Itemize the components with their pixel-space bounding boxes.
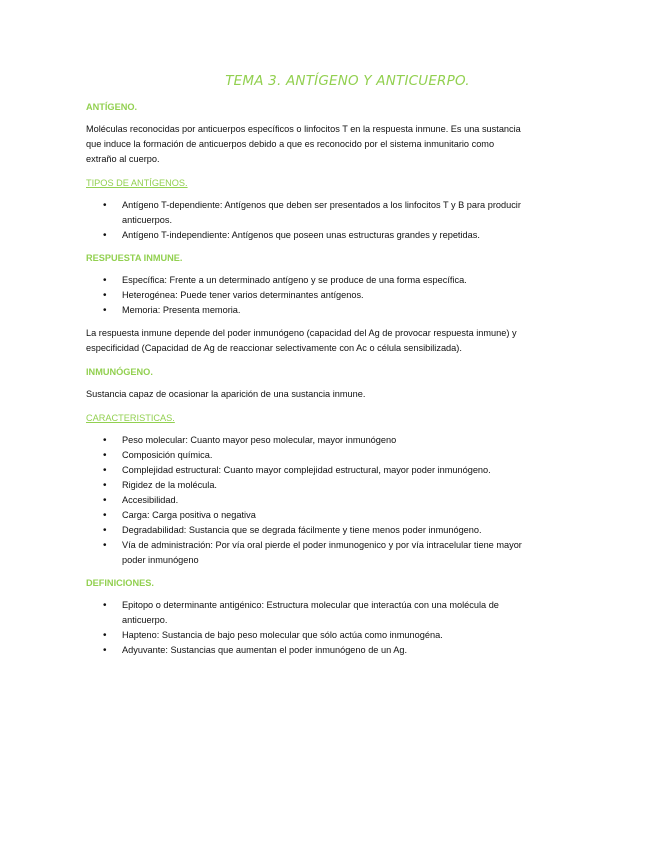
paragraph-respuesta: La respuesta inmune depende del poder inmunógeno (capacidad del Ag de provocar respuesta inmune) y especificidad (Capacidad de Ag de reaccionar selectivamente con Ac o célula sensibilizada). <box>86 328 517 353</box>
list-tipos <box>86 198 526 243</box>
list-item: • Vía de administración: Por vía oral pierde el poder inmunogenico y por vía intracelular tiene mayor poder inmunógeno <box>103 540 522 565</box>
list-item: • Degradabilidad: Sustancia que se degrada fácilmente y tiene menos poder inmunógeno. <box>103 525 482 536</box>
heading-respuesta-inmune: RESPUESTA INMUNE. <box>86 253 183 263</box>
bullet-icon: • <box>103 435 107 446</box>
heading-caracteristicas: CARACTERISTICAS. <box>86 413 175 423</box>
paragraph-inmunogeno: Sustancia capaz de ocasionar la aparición de una sustancia inmune. <box>86 389 366 399</box>
list-item: • Composición química. <box>103 450 213 461</box>
bullet-icon: • <box>103 230 107 241</box>
bullet-icon: • <box>103 450 107 461</box>
list-item: • Rigidez de la molécula. <box>103 480 217 491</box>
list-item: • Memoria: Presenta memoria. <box>103 305 241 316</box>
list-item: • Heterogénea: Puede tener varios determinantes antígenos. <box>103 290 364 301</box>
bullet-icon: • <box>103 290 107 301</box>
heading-tipos-antigenos: TIPOS DE ANTÍGENOS. <box>86 178 188 188</box>
paragraph-antigeno: Moléculas reconocidas por anticuerpos específicos o linfocitos T en la respuesta inmune. Es una sustancia que induce la formación de anticuerpos debido a que es reconocido por el sistema inmunitario como extraño al cuerpo. <box>86 124 521 164</box>
list-item: • Antígeno T-independiente: Antígenos que poseen unas estructuras grandes y repetidas. <box>103 230 480 241</box>
bullet-icon: • <box>103 600 107 611</box>
list-item: • Accesibilidad. <box>103 495 179 506</box>
bullet-icon: • <box>103 540 107 551</box>
list-item: • Hapteno: Sustancia de bajo peso molecular que sólo actúa como inmunogéna. <box>103 630 443 641</box>
bullet-icon: • <box>103 480 107 491</box>
bullet-icon: • <box>103 305 107 316</box>
list-item: • Antígeno T-dependiente: Antígenos que deben ser presentados a los linfocitos T y B para producir anticuerpos. <box>103 200 521 225</box>
list-item: • Peso molecular: Cuanto mayor peso molecular, mayor inmunógeno <box>103 435 397 446</box>
list-item: • Complejidad estructural: Cuanto mayor complejidad estructural, mayor poder inmunógeno. <box>103 465 491 476</box>
bullet-icon: • <box>103 495 107 506</box>
heading-definiciones: DEFINICIONES. <box>86 578 154 588</box>
heading-inmunogeno: INMUNÓGENO. <box>86 367 153 377</box>
document-body <box>86 100 526 666</box>
list-definiciones <box>86 598 526 658</box>
list-item: • Específica: Frente a un determinado antígeno y se produce de una forma específica. <box>103 275 467 286</box>
heading-antigeno: ANTÍGENO. <box>86 102 138 112</box>
list-item: • Carga: Carga positiva o negativa <box>103 510 256 521</box>
document-title: TEMA 3. ANTÍGENO Y ANTICUERPO. <box>225 73 470 89</box>
bullet-icon: • <box>103 510 107 521</box>
bullet-icon: • <box>103 630 107 641</box>
list-respuesta <box>86 273 526 318</box>
bullet-icon: • <box>103 525 107 536</box>
list-item: • Epitopo o determinante antigénico: Estructura molecular que interactúa con una molécula de anticuerpo. <box>103 600 499 625</box>
list-item: • Adyuvante: Sustancias que aumentan el poder inmunógeno de un Ag. <box>103 645 408 656</box>
bullet-icon: • <box>103 275 107 286</box>
bullet-icon: • <box>103 465 107 476</box>
bullet-icon: • <box>103 645 107 656</box>
bullet-icon: • <box>103 200 107 211</box>
list-caracteristicas <box>86 433 526 568</box>
